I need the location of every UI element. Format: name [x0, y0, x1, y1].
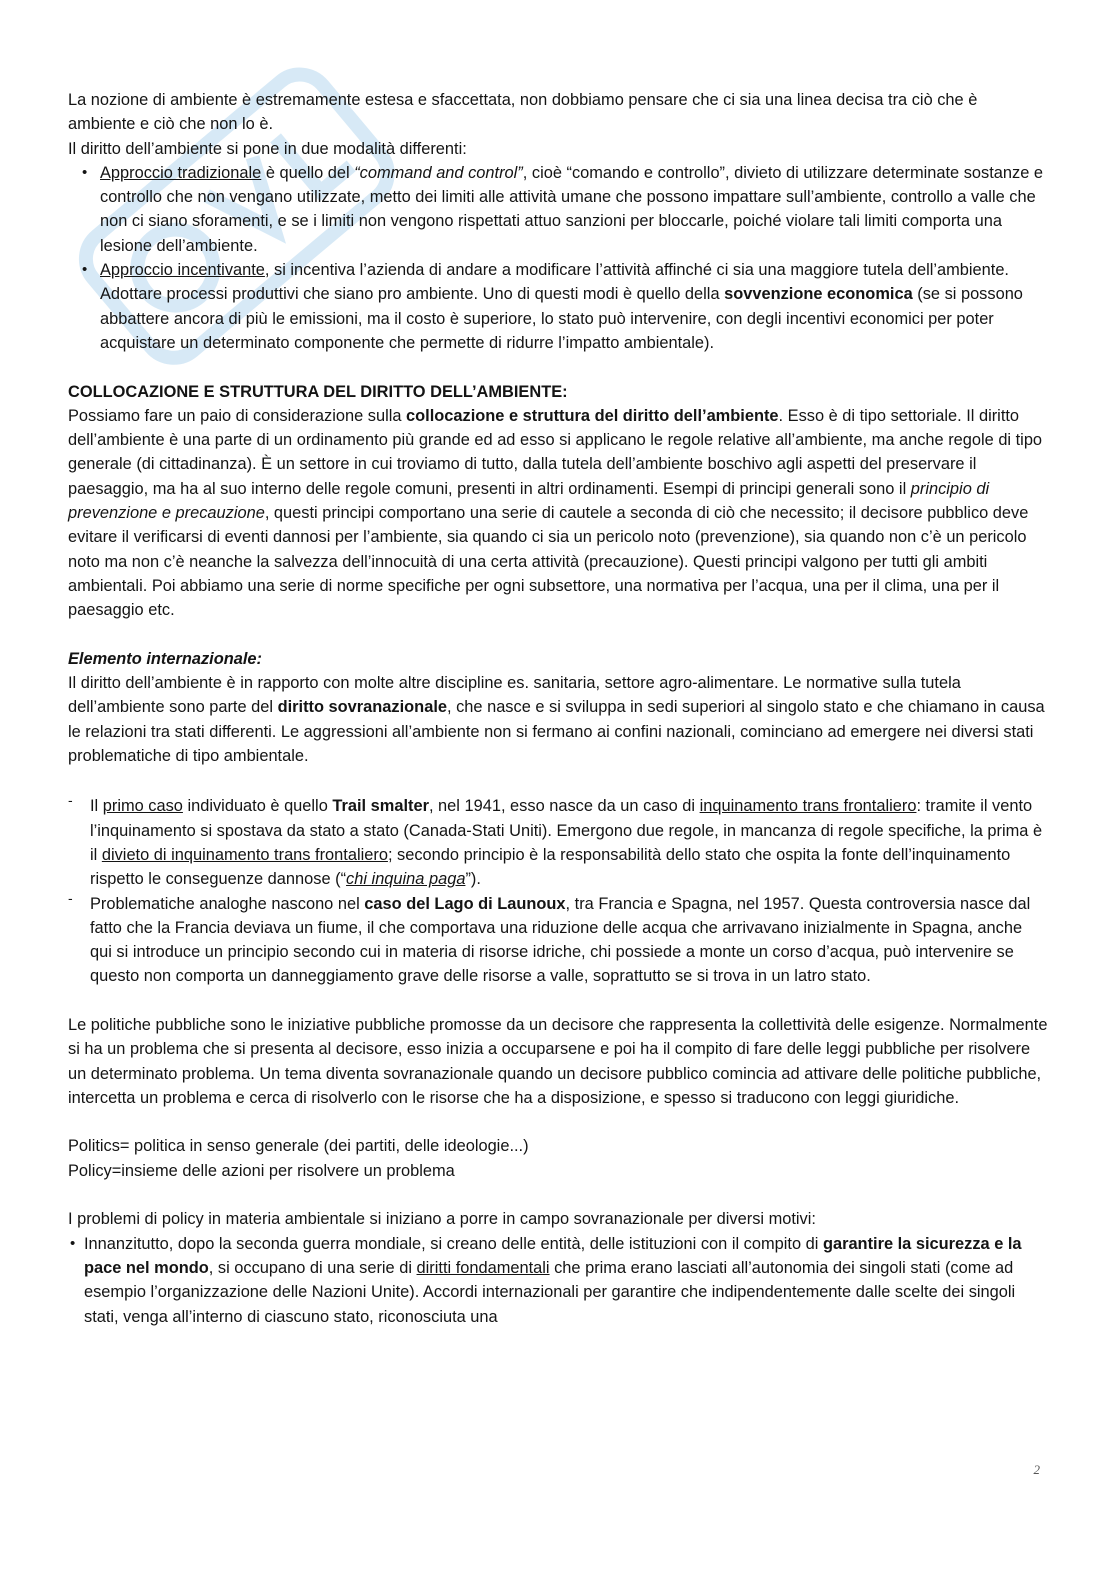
approaches-list: [68, 161, 1048, 355]
approach-traditional-label: Approccio tradizionale: [100, 163, 262, 182]
approach-incentive-label: Approccio incentivante: [100, 261, 265, 280]
list-item-approach-incentive: • Approccio incentivante, si incentiva l’azienda di andare a modificare l’attività affinché ci sia una maggiore tutela dell’ambiente. Adottare processi produttivi che siano pro ambiente. Uno di questi modi è quello della sovvenzione economica (se si possono abbattere ancora di più le emissioni, ma il costo è superiore, lo stato può intervenire, con degli incentivi economici per poter acquistare un determinato componente che permette di ridurre l’impatto ambientale).: [68, 258, 1048, 355]
paragraph-intro-2: Il diritto dell’ambiente si pone in due modalità differenti:: [68, 139, 467, 158]
paragraph-intro-1: La nozione di ambiente è estremamente estesa e sfaccettata, non dobbiamo pensare che ci sia una linea decisa tra ciò che è ambiente e ciò che non lo è.: [68, 91, 978, 134]
paragraph-internazionale: Il diritto dell’ambiente è in rapporto con molte altre discipline es. sanitaria, settore agro-alimentare. Le normative sulla tutela dell’ambiente sono parte del diritto sovranazionale, che nasce e si sviluppa in sedi superiori al singolo stato e che chiamano in causa le relazioni tra stati differenti. Le aggressioni all’ambiente non si fermano ai confini nazionali, cominciano ad emergere nei diversi stati problematiche di tipo ambientale.: [68, 674, 1045, 766]
section-heading-internazionale: Elemento internazionale:: [68, 649, 262, 668]
paragraph-collocazione: Possiamo fare un paio di considerazione sulla collocazione e struttura del diritto dell’ambiente. Esso è di tipo settoriale. Il diritto dell’ambiente è una parte di un ordinamento più grande ed ad esso si applicano le regole relative all’ambiente, ma anche regole di tipo generale (di cittadinanza). È un settore in cui troviamo di tutto, dalla tutela dell’ambiente boschivo agli aspetti del preservare il paesaggio, ma ha al suo interno delle regole comuni, presenti in altri ordinamenti. Esempi di principi generali sono il principio di prevenzione e precauzione, questi principi comportano una serie di cautele a seconda di ciò che necessito; il decisore pubblico deve evitare il verificarsi di eventi dannosi per l’ambiente, sia quando ci sia un pericolo noto (prevenzione), sia quando non c’è un pericolo noto ma non c’è neanche la salvezza dell’innocuità di una certa attività (precauzione). Questi principi valgono per tutti gli ambiti ambientali. Poi abbiamo una serie di norme specifiche per ogni subsettore, una normativa per l’acqua, una per il clima, una per il paesaggio etc.: [68, 406, 1043, 620]
section-heading-collocazione: COLLOCAZIONE E STRUTTURA DEL DIRITTO DELL’AMBIENTE:: [68, 382, 568, 401]
paragraph-politiche-pubbliche: Le politiche pubbliche sono le iniziative pubbliche promosse da un decisore che rappresenta la collettività delle esigenze. Normalmente si ha un problema che si presenta al decisore, esso inizia a occuparsene e poi ha il compito di fare delle leggi pubbliche per risolvere un determinato problema. Un tema diventa sovranazionale quando un decisore pubblico comincia ad attivare delle politiche pubbliche, intercetta un problema e cerca di risolverlo con le risorse che ha a disposizione, e spesso si traducono con leggi giuridiche.: [68, 1015, 1048, 1107]
document-page: [68, 88, 1048, 1329]
list-item-dopoguerra: • Innanzitutto, dopo la seconda guerra mondiale, si creano delle entità, delle istituzioni con il compito di garantire la sicurezza e la pace nel mondo, si occupano di una serie di diritti fondamentali che prima erano lasciati all’autonomia dei singoli stati (come ad esempio l’organizzazione delle Nazioni Unite). Accordi internazionali per garantire che indipendentemente dalle scelte dei singoli stati, venga all’interno di ciascuno stato, riconosciuta una: [68, 1232, 1048, 1329]
list-item-lago-launoux: - Problematiche analoghe nascono nel caso del Lago di Launoux, tra Francia e Spagna, nel 1957. Questa controversia nasce dal fatto che la Francia deviava un fiume, il che comportava una riduzione delle acqua che arrivavano inizialmente in Spagna, anche qui si introduce un principio secondo cui in materia di risorse idriche, chi possiede a monte un corso d’acqua, può intervenire se questo non comporta un danneggiamento grave delle risorse a valle, soprattutto se si trova in un latro stato.: [68, 892, 1048, 989]
definition-politics: Politics= politica in senso generale (dei partiti, delle ideologie...): [68, 1137, 529, 1156]
definition-policy: Policy=insieme delle azioni per risolvere un problema: [68, 1161, 455, 1180]
problems-list: [68, 1232, 1048, 1329]
paragraph-problemi-policy: I problemi di policy in materia ambientale si iniziano a porre in campo sovranazionale per diversi motivi:: [68, 1210, 816, 1229]
page-number: 2: [1033, 1462, 1040, 1477]
list-item-trail-smelter: - Il primo caso individuato è quello Trail smalter, nel 1941, esso nasce da un caso di inquinamento trans frontaliero: tramite il vento l’inquinamento si spostava da stato a stato (Canada-Stati Uniti). Emergono due regole, in mancanza di regole specifiche, la prima è il divieto di inquinamento trans frontaliero; secondo principio è la responsabilità dello stato che ospita la fonte dell’inquinamento rispetto le conseguenze dannose (“chi inquina paga”).: [68, 794, 1048, 891]
cases-list: [68, 794, 1048, 988]
list-item-approach-traditional: • Approccio tradizionale è quello del “command and control”, cioè “comando e controllo”, divieto di utilizzare determinate sostanze e controllo che non vengano utilizzate, metto dei limiti alle attività umane che possono impattare sull’ambiente, controllo a valle che non ci siano sforamenti, e se i limiti non vengono rispettati attuo sanzioni per bloccarle, poiché violare tali limiti comporta una lesione dell’ambiente.: [68, 161, 1048, 258]
